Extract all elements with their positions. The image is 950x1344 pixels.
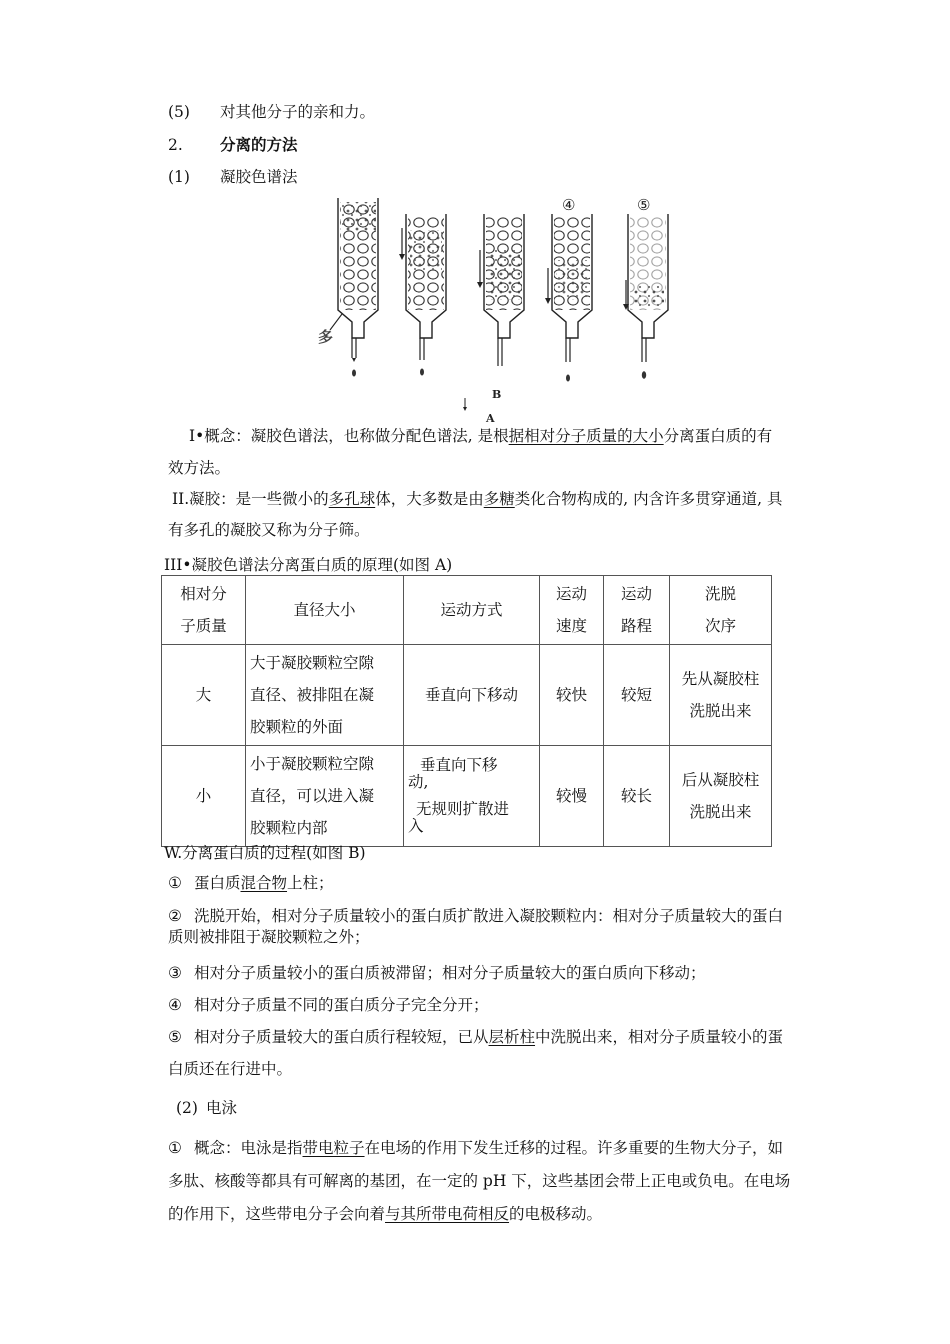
table-header-row — [162, 576, 772, 645]
process-step-4: ④ 相对分子质量不同的蛋白质分子完全分开； — [168, 996, 489, 1014]
process-step-5-cont: 白质还在行进中。 — [168, 1060, 293, 1078]
label-duo: 多 — [318, 328, 334, 346]
gel-definition-line-2: 有多孔的凝胶又称为分子筛。 — [168, 521, 370, 539]
label-5: ⑤ — [637, 196, 651, 214]
list-item-5: (5) 对其他分子的亲和力。 — [168, 103, 376, 121]
electro-line-3: 的作用下，这些带电分子会向着与其所带电荷相反的电极移动。 — [168, 1205, 603, 1223]
gel-chromatography-figure — [300, 190, 680, 422]
subsection-heading-1: (1) 凝胶色谱法 — [168, 168, 298, 186]
column-4 — [545, 196, 592, 382]
electrophoresis-heading: (2) 电泳 — [176, 1099, 238, 1117]
principle-table — [161, 575, 772, 847]
process-step-3: ③ 相对分子质量较小的蛋白质被滞留；相对分子质量较大的蛋白质向下移动； — [168, 964, 706, 982]
column-2 — [399, 214, 446, 376]
header-path: 运动 路程 — [604, 576, 670, 645]
section-heading-2: 2. 分离的方法 — [168, 135, 298, 154]
concept-line-1: I•概念：凝胶色谱法，也称做分配色谱法, 是根据相对分子质量的大小分离蛋白质的有 — [189, 427, 773, 445]
process-heading: W.分离蛋白质的过程(如图 B) — [164, 844, 366, 862]
table-row: 小 小于凝胶颗粒空隙 直径，可以进入凝 胶颗粒内部 垂直向下移 动, 无规则扩散进 入 较慢 较长 后从凝胶柱 洗脱出来 — [162, 746, 772, 847]
principle-heading: III•凝胶色谱法分离蛋白质的原理(如图 A) — [164, 556, 453, 574]
gel-definition-line-1: II.凝胶：是一些微小的多孔球体，大多数是由多糖类化合物构成的, 内含许多贯穿通道, 具 — [172, 490, 783, 508]
label-b: B — [492, 388, 502, 401]
electro-line-1: ① 概念：电泳是指带电粒子在电场的作用下发生迁移的过程。许多重要的生物大分子，如 — [168, 1139, 784, 1157]
header-diameter: 直径大小 — [246, 576, 404, 645]
table-row: 大 大于凝胶颗粒空隙 直径、被排阻在凝 胶颗粒的外面 垂直向下移动 较快 较短 先从凝胶柱 洗脱出来 — [162, 645, 772, 746]
label-4: ④ — [562, 196, 576, 214]
process-step-2-cont: 质则被排阻于凝胶颗粒之外； — [168, 928, 370, 946]
electro-line-2: 多肽、核酸等都具有可解离的基团，在一定的 pH 下，这些基团会带上正电或负电。在电场 — [168, 1172, 791, 1190]
process-step-2: ② 洗脱开始，相对分子质量较小的蛋白质扩散进入凝胶颗粒内：相对分子质量较大的蛋白 — [168, 907, 784, 925]
header-mass: 相对分 子质量 — [162, 576, 246, 645]
column-1 — [318, 198, 378, 377]
concept-line-2: 效方法。 — [168, 459, 231, 477]
header-motion: 运动方式 — [404, 576, 540, 645]
header-speed: 运动 速度 — [540, 576, 604, 645]
process-step-5: ⑤ 相对分子质量较大的蛋白质行程较短，已从层析柱中洗脱出来，相对分子质量较小的蛋 — [168, 1028, 784, 1046]
process-step-1: ① 蛋白质混合物上柱； — [168, 874, 334, 892]
label-a: A — [486, 412, 495, 422]
column-5 — [623, 196, 668, 379]
column-3 — [463, 214, 524, 422]
header-elution: 洗脱 次序 — [670, 576, 772, 645]
